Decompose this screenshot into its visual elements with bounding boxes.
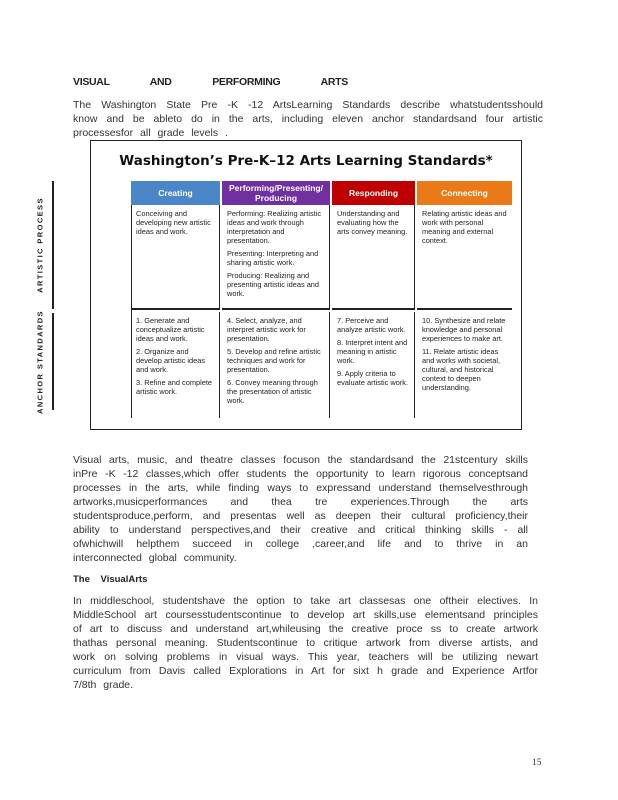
anchor-cell-creating [131, 312, 220, 418]
anchor-standard: 6. Convey meaning through the presentation of artistic work. [227, 378, 318, 405]
artistic-process-label-box [28, 181, 54, 309]
anchor-standards-label-box [28, 309, 54, 414]
section-heading: VISUAL AND PERFORMING ARTS [73, 76, 348, 88]
page-number: 15 [532, 758, 542, 768]
process-cell-creating [131, 205, 220, 310]
column-header-responding [332, 181, 415, 205]
process-cell-responding [332, 205, 415, 310]
anchor-standard: 4. Select, analyze, and interpret artistic work for presentation. [227, 316, 306, 343]
anchor-standard: 9. Apply criteria to evaluate artistic work. [337, 369, 409, 387]
cell-text: Conceiving and developing new artistic ideas and work. [136, 209, 211, 236]
cell-text: Presenting: Interpreting and sharing artistic work. [227, 249, 319, 267]
arts-paragraph: Visual arts, music, and theatre classes focuson the standardsand the 21stcentury skills inPre -K -12 classes,which offer students the opportunity to learn rigorous conceptsand processes in the arts, while finding ways to expressand understand themselvesthrough artworks,musicperformances and thea tre experiences.Through the arts studentsproduce,perform, and presentas well as deepen their cultural proficiency,their ability to understand perspectives,and their creative and critical thinking skills - all ofwhichwill helpthem succeed in college ,career,and life and to thrive in an interconnected global community. [73, 454, 528, 564]
column-header-creating [131, 181, 220, 205]
anchor-cell-connecting [417, 312, 512, 418]
column-header-label: Connecting [441, 188, 488, 198]
anchor-standard: 10. Synthesize and relate knowledge and personal experiences to make art. [422, 316, 506, 343]
anchor-standard: 11. Relate artistic ideas and works with societal, cultural, and historical context to deepen understanding. [422, 347, 501, 392]
anchor-standard: 3. Refine and complete artistic work. [136, 378, 213, 396]
cell-text: Performing: Realizing artistic ideas and work through interpretation and presentation. [227, 209, 322, 245]
anchor-standard: 1. Generate and conceptualize artistic ideas and work. [136, 316, 205, 343]
cell-text: Understanding and evaluating how the arts convey meaning. [337, 209, 408, 236]
figure-title: Washington’s Pre-K–12 Arts Learning Standards* [119, 153, 493, 169]
cell-text: Relating artistic ideas and work with personal meaning and external context. [422, 209, 507, 245]
column-header-label: Performing/Presenting/ Producing [229, 183, 323, 203]
intro-paragraph: The Washington State Pre -K -12 ArtsLearning Standards describe whatstudentsshould know and be ableto do in the arts, including eleven anchor standardsand four artistic processesfor all grade levels . [73, 99, 543, 139]
column-header-performing [222, 181, 330, 205]
column-header-label: Creating [158, 188, 193, 198]
anchor-standards-label: ANCHOR STANDARDS [35, 309, 45, 414]
anchor-standard: 5. Develop and refine artistic techniques and work for presentation. [227, 347, 321, 374]
process-cell-connecting [417, 205, 512, 310]
visual-arts-subheading: The VisualArts [73, 574, 148, 585]
artistic-process-label: ARTISTIC PROCESS [35, 197, 45, 293]
anchor-standard: 8. Interpret intent and meaning in artistic work. [337, 338, 408, 365]
column-header-label: Responding [348, 188, 399, 198]
anchor-cell-performing [222, 312, 330, 418]
anchor-cell-responding [332, 312, 415, 418]
cell-text: Producing: Realizing and presenting artistic ideas and work. [227, 271, 320, 298]
column-header-connecting [417, 181, 512, 205]
anchor-standard: 2. Organize and develop artistic ideas and work. [136, 347, 206, 374]
anchor-standard: 7. Perceive and analyze artistic work. [337, 316, 406, 334]
process-cell-performing [222, 205, 330, 310]
visual-arts-paragraph: In middleschool, studentshave the option to take art classesas one oftheir electives. In MiddleSchool art coursesstudentscontinue to develop art skills,use elementsand principles of art to discuss and understand art,whileusing the creative proce ss to create artwork thathas personal meaning. Studentscontinue to critique artwork from diverse artists, and work on solving problems in visual ways. This year, teachers will be utilizing newart curriculum from Davis called Explorations in Art for sixt h grade and Experience Artfor 7/8th grade. [73, 595, 538, 691]
